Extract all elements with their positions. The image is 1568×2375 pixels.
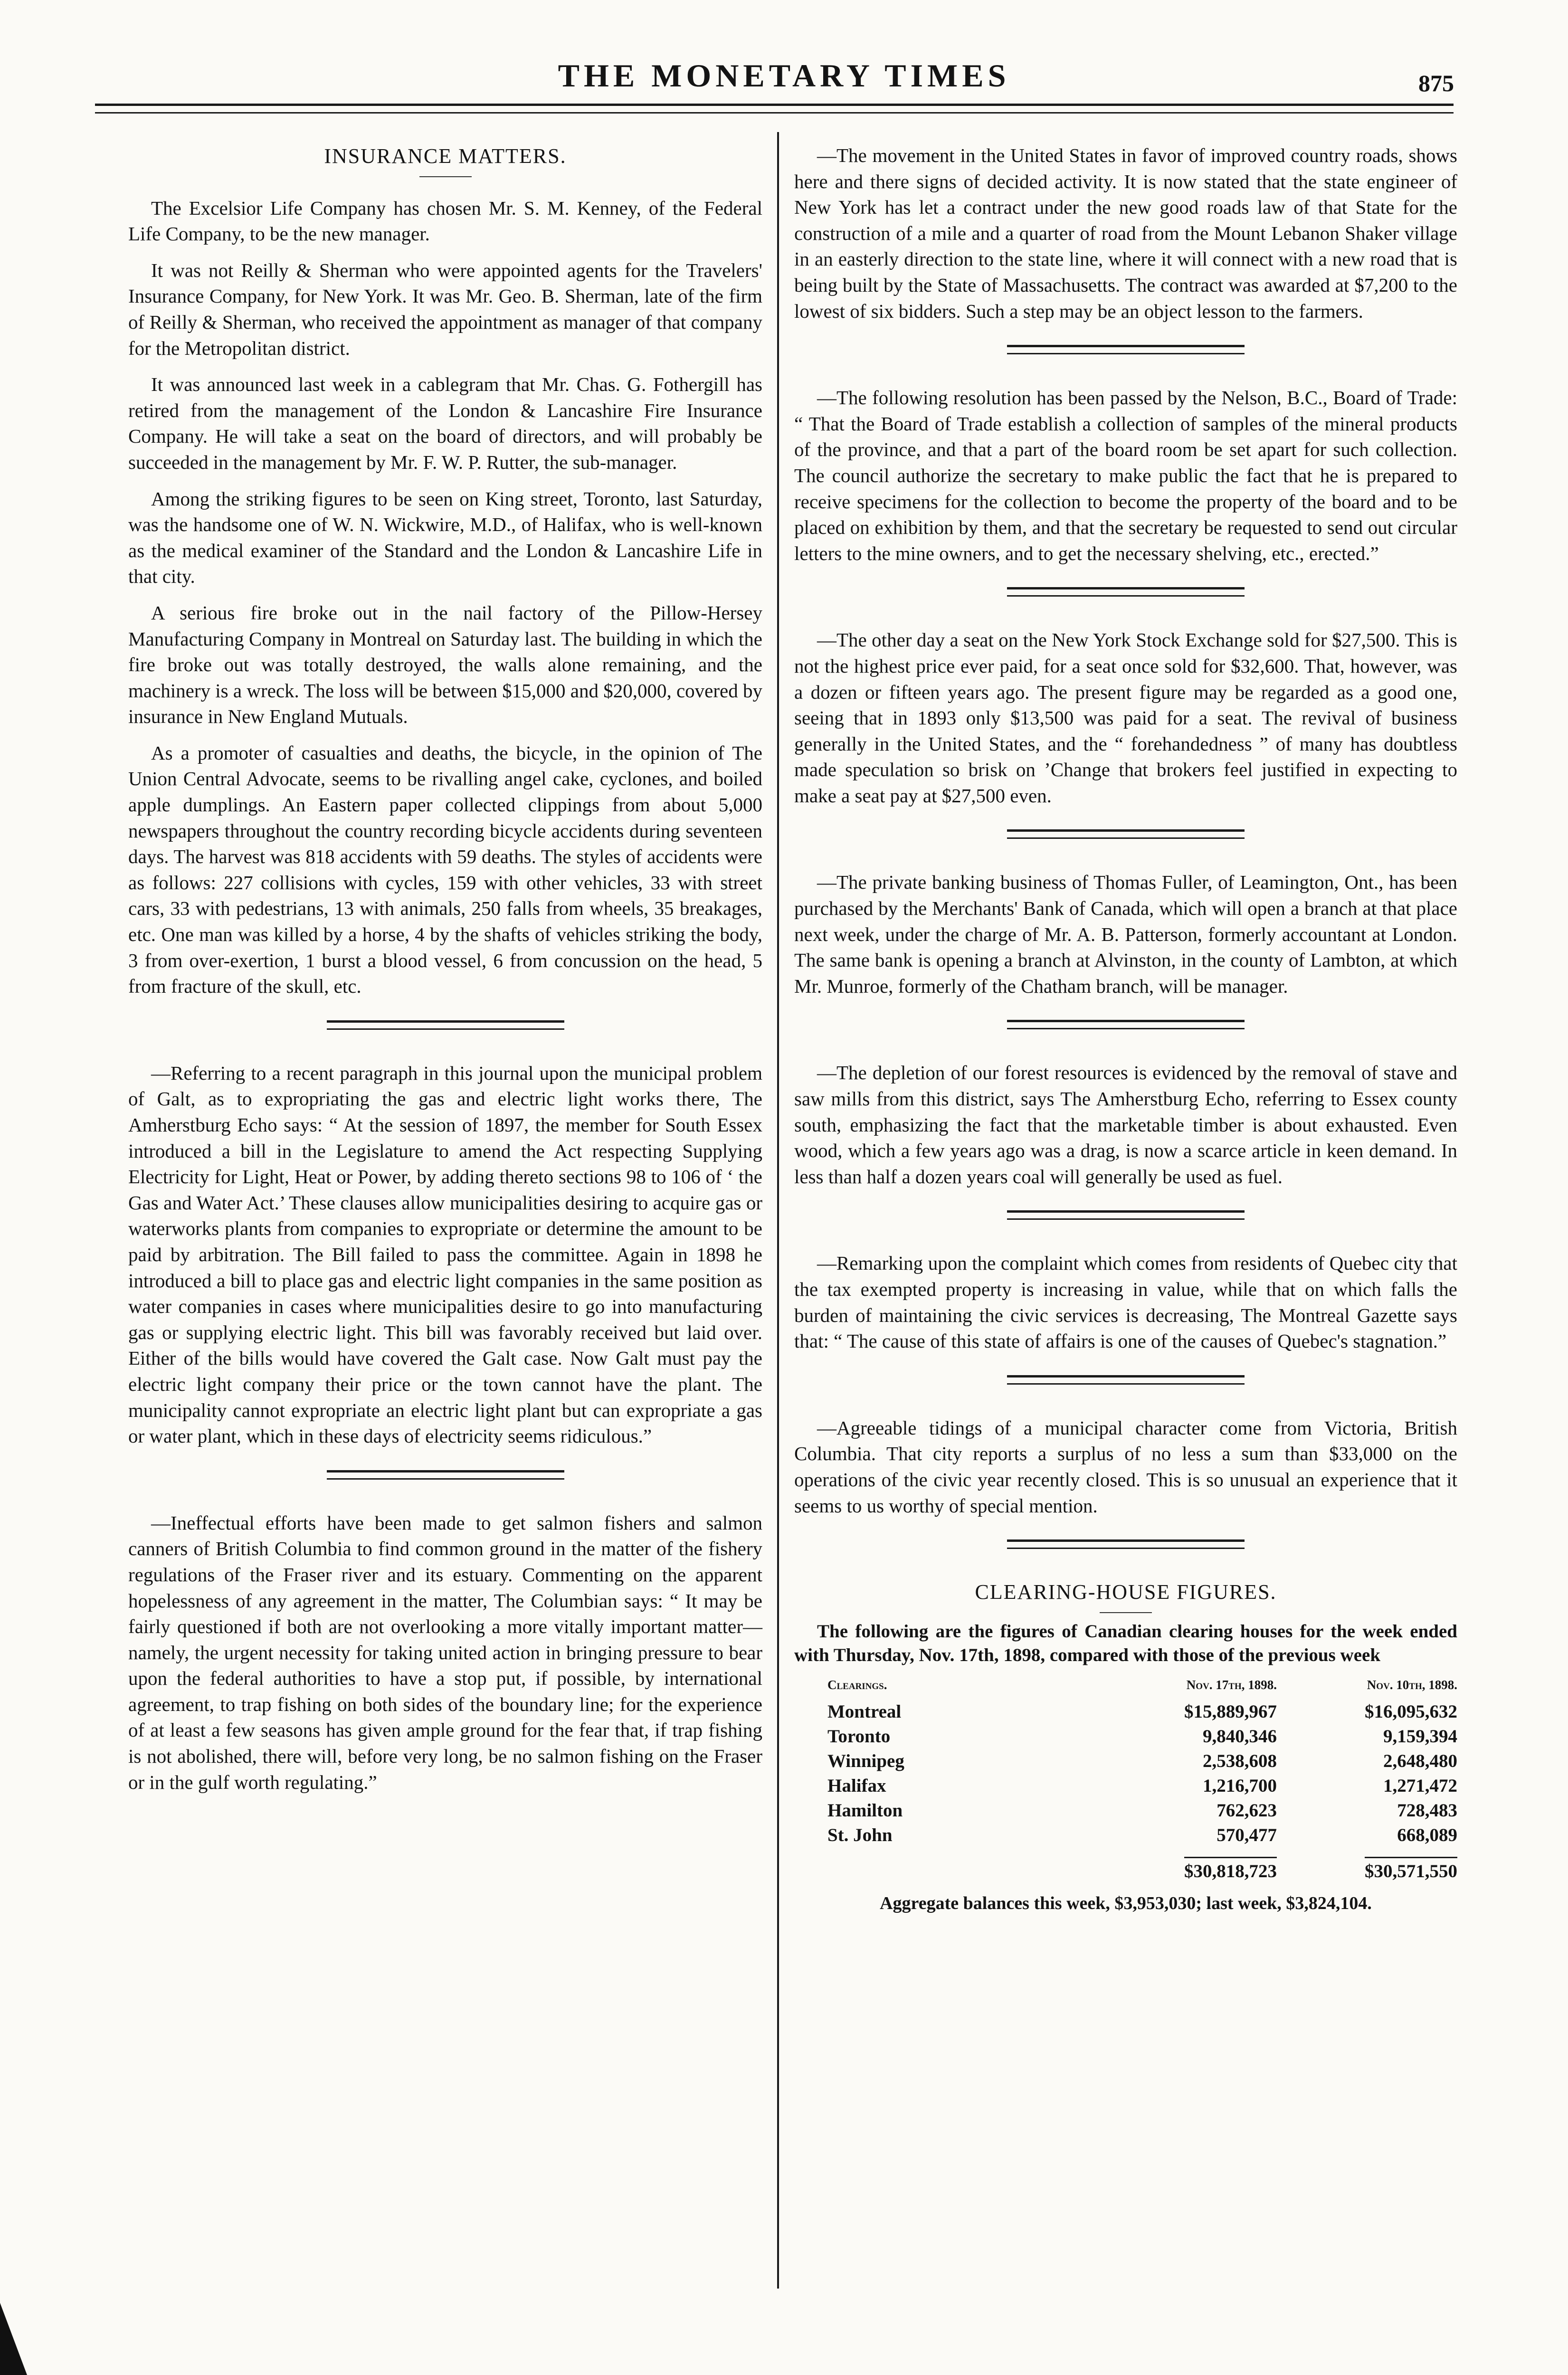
galt-article: —Referring to a recent paragraph in this journal upon the municipal problem of Galt, as to expropriating the gas and electric light works there, The Amherstburg Echo says: “ At the session of 1897, the member for South Essex introduced a bill in the Legislature to amend the Act respecting Supplying Electricity for Light, Heat or Power, by adding thereto sections 98 to 106 of ‘ the Gas and Water Act.’ These clauses allow municipalities desiring to acquire gas or waterworks plants from companies to expropriate or determine the amount to be paid by arbitration. The Bill failed to pass the committee. Again in 1898 he introduced a bill to place gas and electric light companies in the same position as water companies in cases where municipalities desire to go into manufacturing gas or supplying electric light. This bill was favorably received but laid over. Either of the bills would have covered the Galt case. Now Galt must pay the electric light company their price or the town cannot have the plant. The municipality cannot expropriate an electric light plant but can expropriate a gas or water plant, which in these days of electricity seems ridiculous.” [128,1062,762,1447]
column-header-week2: Nov. 10th, 1898. [1367,1677,1457,1692]
insurance-heading: INSURANCE MATTERS. [324,144,567,168]
nelson-board-article: —The following resolution has been passed by the Nelson, B.C., Board of Trade: “ That the Board of Trade establish a collection of samples of the mineral products of the province, and that a part of the board room be set apart for such collection. The council authorize the secretary to make public the fact that he is prepared to receive specimens for the collection to become the property of the board and to be placed on exhibition by them, and that the secretary be requested to send out circular letters to the mine owners, and to get the necessary shelving, etc., erected.” [794,387,1457,564]
city-cell: Toronto [827,1726,891,1747]
article-divider [1007,1375,1245,1385]
table-row [794,1749,1457,1774]
value-cell: 2,538,608 [1203,1751,1277,1772]
city-cell: Winnipeg [827,1751,904,1772]
value-cell: 9,840,346 [1203,1726,1277,1747]
banking-article: —The private banking business of Thomas Fuller, of Leamington, Ont., has been purchased by the Merchants' Bank of Canada, which will open a branch at that place next week, under the charge of Mr. A. B. Patterson, formerly accountant at London. The same bank is opening a branch at Alvinston, in the county of Lambton, at which Mr. Munroe, formerly of the Chatham branch, will be manager. [794,871,1457,997]
city-cell: Montreal [827,1701,902,1722]
article-divider [1007,345,1245,354]
aggregate-balances: Aggregate balances this week, $3,953,030; last week, $3,824,104. [880,1893,1372,1914]
total-week2: $30,571,550 [1365,1857,1457,1881]
right-column [794,142,1457,1917]
stock-exchange-article: —The other day a seat on the New York Stock Exchange sold for $27,500. This is not the highest price ever paid, for a seat once sold for $32,600. That, however, was a dozen or fifteen years ago. The present figure may be regarded as a good one, seeing that in 1893 only $13,500 was paid for a seat. The revival of business generally in the United States, and the “ forehandedness ” of many has doubtless made speculation so brisk on ’Change that brokers feel justified in expecting to make a seat pay at $27,500 even. [794,629,1457,807]
value-cell: 668,089 [1397,1825,1457,1846]
total-cell [1277,1848,1457,1884]
value-cell: $15,889,967 [1184,1701,1277,1722]
value-cell: 1,271,472 [1383,1776,1457,1796]
table-row [794,1700,1457,1724]
article-paragraph: It was not Reilly & Sherman who were appointed agents for the Travelers' Insurance Company, for New York. It was Mr. Geo. B. Sherman, late of the firm of Reilly & Sherman, who received the appointment as manager of that company for the Metropolitan district. [128,259,762,359]
article-paragraph: The Excelsior Life Company has chosen Mr. S. M. Kenney, of the Federal Life Company, to be the new manager. [128,197,762,245]
article-divider [1007,1020,1245,1029]
city-cell: Halifax [827,1776,886,1796]
value-cell: 1,216,700 [1203,1776,1277,1796]
clearing-heading: CLEARING-HOUSE FIGURES. [975,1580,1277,1604]
total-cell [1096,1848,1277,1884]
value-cell: 9,159,394 [1383,1726,1457,1747]
column-divider [777,132,779,2289]
binding-edge-mark [0,2303,29,2375]
column-header-clearings: Clearings. [827,1677,887,1692]
article-divider [1007,1539,1245,1549]
salmon-article: —Ineffectual efforts have been made to get salmon fishers and salmon canners of British Columbia to find common ground in the matter of the fishery regulations of the Fraser river and its estuary. Commenting on the apparent hopelessness of any agreement in the matter, The Columbian says: “ It may be fairly questioned if both are not overlooking a more vitally important matter—namely, the urgent necessity for taking united action in bringing pressure to bear upon the federal authorities to have a stop put, if possible, by international agreement, to trap fishing on both sides of the boundary line; for the experience of at least a few seasons has given ample ground for the fear that, if trap fishing is not abolished, there will, before very long, be no salmon fishing on the Fraser or in the gulf worth regulating.” [128,1511,762,1793]
victoria-article: —Agreeable tidings of a municipal character come from Victoria, British Columbia. That city reports a surplus of no less a sum than $33,000 on the operations of the civic year recently closed. This is so unusual an experience that it seems to us worthy of special mention. [794,1416,1457,1517]
roads-article: —The movement in the United States in favor of improved country roads, shows here and there signs of decided activity. It is now stated that the state engineer of New York has let a contract under the new good roads law of that State for the construction of a mile and a quarter of road from the Mount Lebanon Shaker village in an easterly direction to the state line, where it will connect with a new road that is being built by the State of Massachusetts. The contract was awarded at $7,200 to the lowest of six bidders. Such a step may be an object lesson to the farmers. [794,144,1457,322]
value-cell: 2,648,480 [1383,1751,1457,1772]
clearing-table [794,1670,1457,1884]
article-divider [327,1020,564,1030]
article-paragraph: Among the striking figures to be seen on King street, Toronto, last Saturday, was the handsome one of W. N. Wickwire, M.D., of Halifax, who is well-known as the medical examiner of the Standard and the London & Lancashire Life in that city. [128,487,762,588]
article-paragraph: It was announced last week in a cablegram that Mr. Chas. G. Fothergill has retired from the management of the London & Lancashire Fire Insurance Company. He will take a seat on the board of directors, and will probably be succeeded in the management by Mr. F. W. P. Rutter, the sub-manager. [128,373,762,473]
header-rule-thick [95,104,1454,106]
page-number: 875 [1418,70,1454,96]
city-cell: Hamilton [827,1800,903,1821]
masthead-title: THE MONETARY TIMES [558,57,1010,94]
forest-article: —The depletion of our forest resources is evidenced by the removal of stave and saw mills from this district, says The Amherstburg Echo, referring to Essex county south, emphasizing the fact that the marketable timber is about exhausted. Even wood, which a few years ago was a drag, is now a scarce article in keen demand. In less than half a dozen years coal will generally be used as fuel. [794,1062,1457,1188]
total-week1: $30,818,723 [1184,1857,1277,1881]
value-cell: $16,095,632 [1365,1701,1457,1722]
table-row [794,1724,1457,1749]
totals-row [794,1848,1457,1884]
value-cell: 728,483 [1397,1800,1457,1821]
article-divider [1007,1210,1245,1220]
table-row [794,1823,1457,1848]
table-row [794,1798,1457,1823]
heading-rule [419,176,472,177]
city-cell: St. John [827,1825,893,1846]
article-paragraph: As a promoter of casualties and deaths, the bicycle, in the opinion of The Union Central Advocate, seems to be rivalling angel cake, cyclones, and boiled apple dumplings. An Eastern paper collected clippings from about 5,000 newspapers throughout the country recording bicycle accidents during seventeen days. The harvest was 818 accidents with 59 deaths. The styles of accidents were as follows: 227 collisions with cycles, 159 with other vehicles, 33 with street cars, 33 with pedestrians, 13 with animals, 250 falls from wheels, 35 breakages, etc. One man was killed by a horse, 4 by the shafts of vehicles striking the body, 3 from over-exertion, 1 burst a blood vessel, 6 from concussion on the head, 5 from fracture of the skull, etc. [128,741,762,998]
heading-rule [1100,1612,1152,1613]
article-divider [1007,829,1245,839]
table-row [794,1774,1457,1798]
quebec-article: —Remarking upon the complaint which comes from residents of Quebec city that the tax exempted property is increasing in value, while that on which falls the burden of maintaining the civic services is decreasing, The Montreal Gazette says that: “ The cause of this state of affairs is one of the causes of Quebec's stagnation.” [794,1252,1457,1352]
value-cell: 762,623 [1216,1800,1277,1821]
clearing-intro: The following are the figures of Canadian clearing houses for the week ended with Thursday, Nov. 17th, 1898, compared with those of the previous week [794,1621,1457,1665]
article-divider [327,1470,564,1480]
left-column [128,142,762,1805]
article-paragraph: A serious fire broke out in the nail factory of the Pillow-Hersey Manufacturing Company in Montreal on Saturday last. The building in which the fire broke out was totally destroyed, the walls alone remaining, and the machinery is a wreck. The loss will be between $15,000 and $20,000, covered by insurance in New England Mutuals. [128,601,762,728]
column-header-week1: Nov. 17th, 1898. [1186,1677,1277,1692]
article-divider [1007,587,1245,597]
value-cell: 570,477 [1216,1825,1277,1846]
table-header-row [794,1670,1457,1700]
header-rule-thin [95,112,1454,114]
clearing-house-section [794,1579,1457,1917]
